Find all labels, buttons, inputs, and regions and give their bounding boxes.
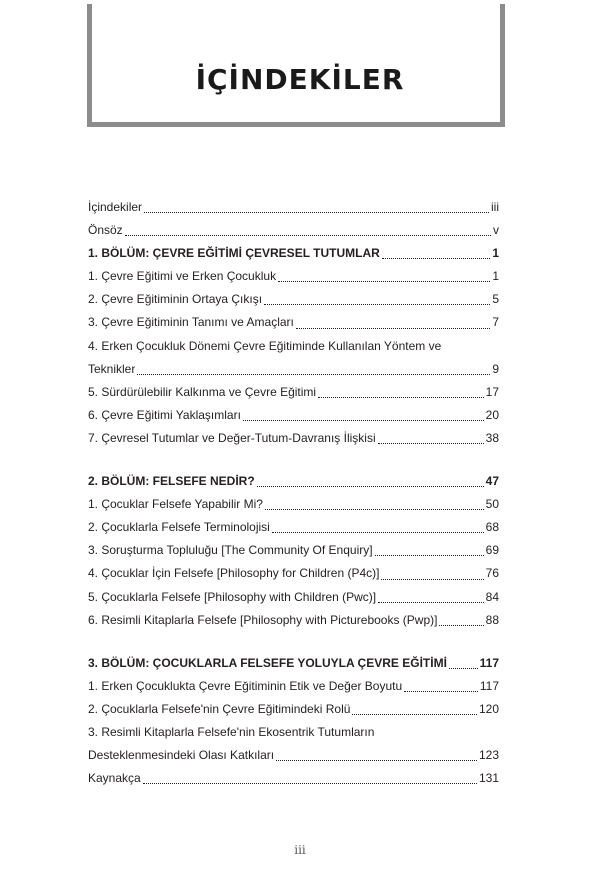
toc-entry-page: 88 bbox=[485, 612, 499, 627]
dot-leader bbox=[125, 234, 491, 236]
dot-leader bbox=[265, 508, 484, 510]
toc-entry-page: 117 bbox=[479, 655, 499, 670]
dot-leader bbox=[278, 280, 490, 282]
dot-leader bbox=[318, 396, 484, 398]
toc-entry[interactable] bbox=[88, 288, 499, 311]
dot-leader bbox=[404, 690, 478, 692]
toc-entry[interactable] bbox=[88, 586, 499, 609]
toc-entry-label: 6. Resimli Kitaplarla Felsefe [Philosophy with Picturebooks (Pwp)] bbox=[88, 612, 438, 627]
footer-page-number: iii bbox=[294, 843, 306, 857]
toc-entry[interactable] bbox=[88, 516, 499, 539]
toc-entry-label: 1. Erken Çocuklukta Çevre Eğitiminin Etik ve Değer Boyutu bbox=[88, 678, 403, 693]
toc-chapter-label: 2. BÖLÜM: FELSEFE NEDİR? bbox=[88, 474, 255, 489]
toc-entry-first-line[interactable] bbox=[88, 721, 499, 744]
toc-entry[interactable] bbox=[88, 358, 499, 381]
dot-leader bbox=[381, 578, 483, 580]
toc-chapter-2[interactable] bbox=[88, 470, 499, 493]
toc-entry-label: Önsöz bbox=[88, 223, 123, 238]
toc-entry-page: 20 bbox=[485, 407, 499, 422]
toc-entry-page: 7 bbox=[492, 315, 499, 330]
toc-chapter-label: 3. BÖLÜM: ÇOCUKLARLA FELSEFE YOLUYLA ÇEVRE EĞİTİMİ bbox=[88, 655, 447, 670]
toc-entry[interactable] bbox=[88, 562, 499, 585]
toc-entry-page: 117 bbox=[479, 678, 499, 693]
dot-leader bbox=[378, 601, 484, 603]
toc-entry-label: 2. Çevre Eğitiminin Ortaya Çıkışı bbox=[88, 292, 263, 307]
toc-entry-label: 4. Çocuklar İçin Felsefe [Philosophy for Children (P4c)] bbox=[88, 566, 380, 581]
toc-entry[interactable] bbox=[88, 539, 499, 562]
dot-leader bbox=[439, 624, 483, 626]
toc-entry-label: 5. Çocuklarla Felsefe [Philosophy with Children (Pwc)] bbox=[88, 589, 377, 604]
toc-entry[interactable] bbox=[88, 675, 499, 698]
toc-entry-page: 9 bbox=[492, 361, 499, 376]
dot-leader bbox=[144, 211, 489, 213]
toc-entry-label: 6. Çevre Eğitimi Yaklaşımları bbox=[88, 407, 241, 422]
toc-entry-label: 2. Çocuklarla Felsefe'nin Çevre Eğitimindeki Rolü bbox=[88, 701, 351, 716]
dot-leader bbox=[264, 303, 490, 305]
dot-leader bbox=[449, 667, 478, 669]
toc-entry[interactable] bbox=[88, 744, 499, 767]
dot-leader bbox=[382, 257, 491, 259]
toc-entry-label: 2. Çocuklarla Felsefe Terminolojisi bbox=[88, 520, 270, 535]
page-title: İÇİNDEKİLER bbox=[195, 63, 405, 96]
toc-entry[interactable] bbox=[88, 609, 499, 632]
dot-leader bbox=[352, 713, 477, 715]
toc-entry-contents[interactable] bbox=[88, 196, 499, 219]
toc-entry-page: v bbox=[493, 223, 499, 238]
toc-entry-page: 5 bbox=[492, 292, 499, 307]
toc-entry-page: 17 bbox=[485, 384, 499, 399]
toc-entry-label: 3. Soruşturma Topluluğu [The Community Of Enquiry] bbox=[88, 543, 373, 558]
toc-entry-page: 68 bbox=[485, 520, 499, 535]
toc-entry[interactable] bbox=[88, 404, 499, 427]
toc-entry[interactable] bbox=[88, 698, 499, 721]
toc-entry-page: 120 bbox=[478, 701, 499, 716]
toc-entry[interactable] bbox=[88, 427, 499, 450]
toc-entry-first-line[interactable] bbox=[88, 335, 499, 358]
dot-leader bbox=[375, 554, 484, 556]
toc-entry-page: 1 bbox=[492, 269, 499, 284]
toc-entry-label: 5. Sürdürülebilir Kalkınma ve Çevre Eğitimi bbox=[88, 384, 317, 399]
toc-entry-page: 131 bbox=[478, 771, 499, 786]
toc-entry-label: 7. Çevresel Tutumlar ve Değer-Tutum-Davranış İlişkisi bbox=[88, 430, 376, 445]
dot-leader bbox=[137, 373, 490, 375]
toc-entry-label: 1. Çocuklar Felsefe Yapabilir Mi? bbox=[88, 497, 263, 512]
toc-entry-page: iii bbox=[491, 200, 499, 214]
table-of-contents bbox=[88, 196, 499, 790]
dot-leader bbox=[243, 419, 484, 421]
toc-entry-page: 50 bbox=[485, 497, 499, 512]
toc-entry[interactable] bbox=[88, 265, 499, 288]
toc-entry-label-line1: 3. Resimli Kitaplarla Felsefe'nin Ekosentrik Tutumların bbox=[88, 724, 375, 739]
toc-entry[interactable] bbox=[88, 381, 499, 404]
dot-leader bbox=[296, 327, 490, 329]
toc-entry-page: 76 bbox=[485, 566, 499, 581]
toc-entry-label: 1. Çevre Eğitimi ve Erken Çocukluk bbox=[88, 269, 277, 284]
dot-leader bbox=[378, 442, 484, 444]
dot-leader bbox=[143, 782, 477, 784]
toc-entry-preface[interactable] bbox=[88, 219, 499, 242]
toc-entry-label: Teknikler bbox=[88, 361, 136, 376]
toc-entry-page: 69 bbox=[485, 543, 499, 558]
toc-entry-page: 38 bbox=[485, 430, 499, 445]
toc-entry-label: Kaynakça bbox=[88, 771, 141, 786]
toc-entry-label: İçindekiler bbox=[88, 200, 143, 214]
toc-entry-label: Desteklenmesindeki Olası Katkıları bbox=[88, 748, 275, 763]
toc-entry-page: 123 bbox=[478, 748, 499, 763]
toc-chapter-1[interactable] bbox=[88, 242, 499, 265]
dot-leader bbox=[272, 531, 484, 533]
toc-entry-references[interactable] bbox=[88, 767, 499, 790]
toc-entry-label-line1: 4. Erken Çocukluk Dönemi Çevre Eğitiminde Kullanılan Yöntem ve bbox=[88, 338, 442, 353]
toc-entry-page: 84 bbox=[485, 589, 499, 604]
toc-entry-page: 47 bbox=[485, 474, 499, 489]
toc-entry-page: 1 bbox=[492, 246, 499, 261]
toc-chapter-label: 1. BÖLÜM: ÇEVRE EĞİTİMİ ÇEVRESEL TUTUMLAR bbox=[88, 246, 380, 261]
dot-leader bbox=[257, 485, 484, 487]
toc-chapter-3[interactable] bbox=[88, 652, 499, 675]
toc-entry[interactable] bbox=[88, 311, 499, 334]
toc-entry-label: 3. Çevre Eğitiminin Tanımı ve Amaçları bbox=[88, 315, 294, 330]
dot-leader bbox=[276, 759, 477, 761]
toc-entry[interactable] bbox=[88, 493, 499, 516]
